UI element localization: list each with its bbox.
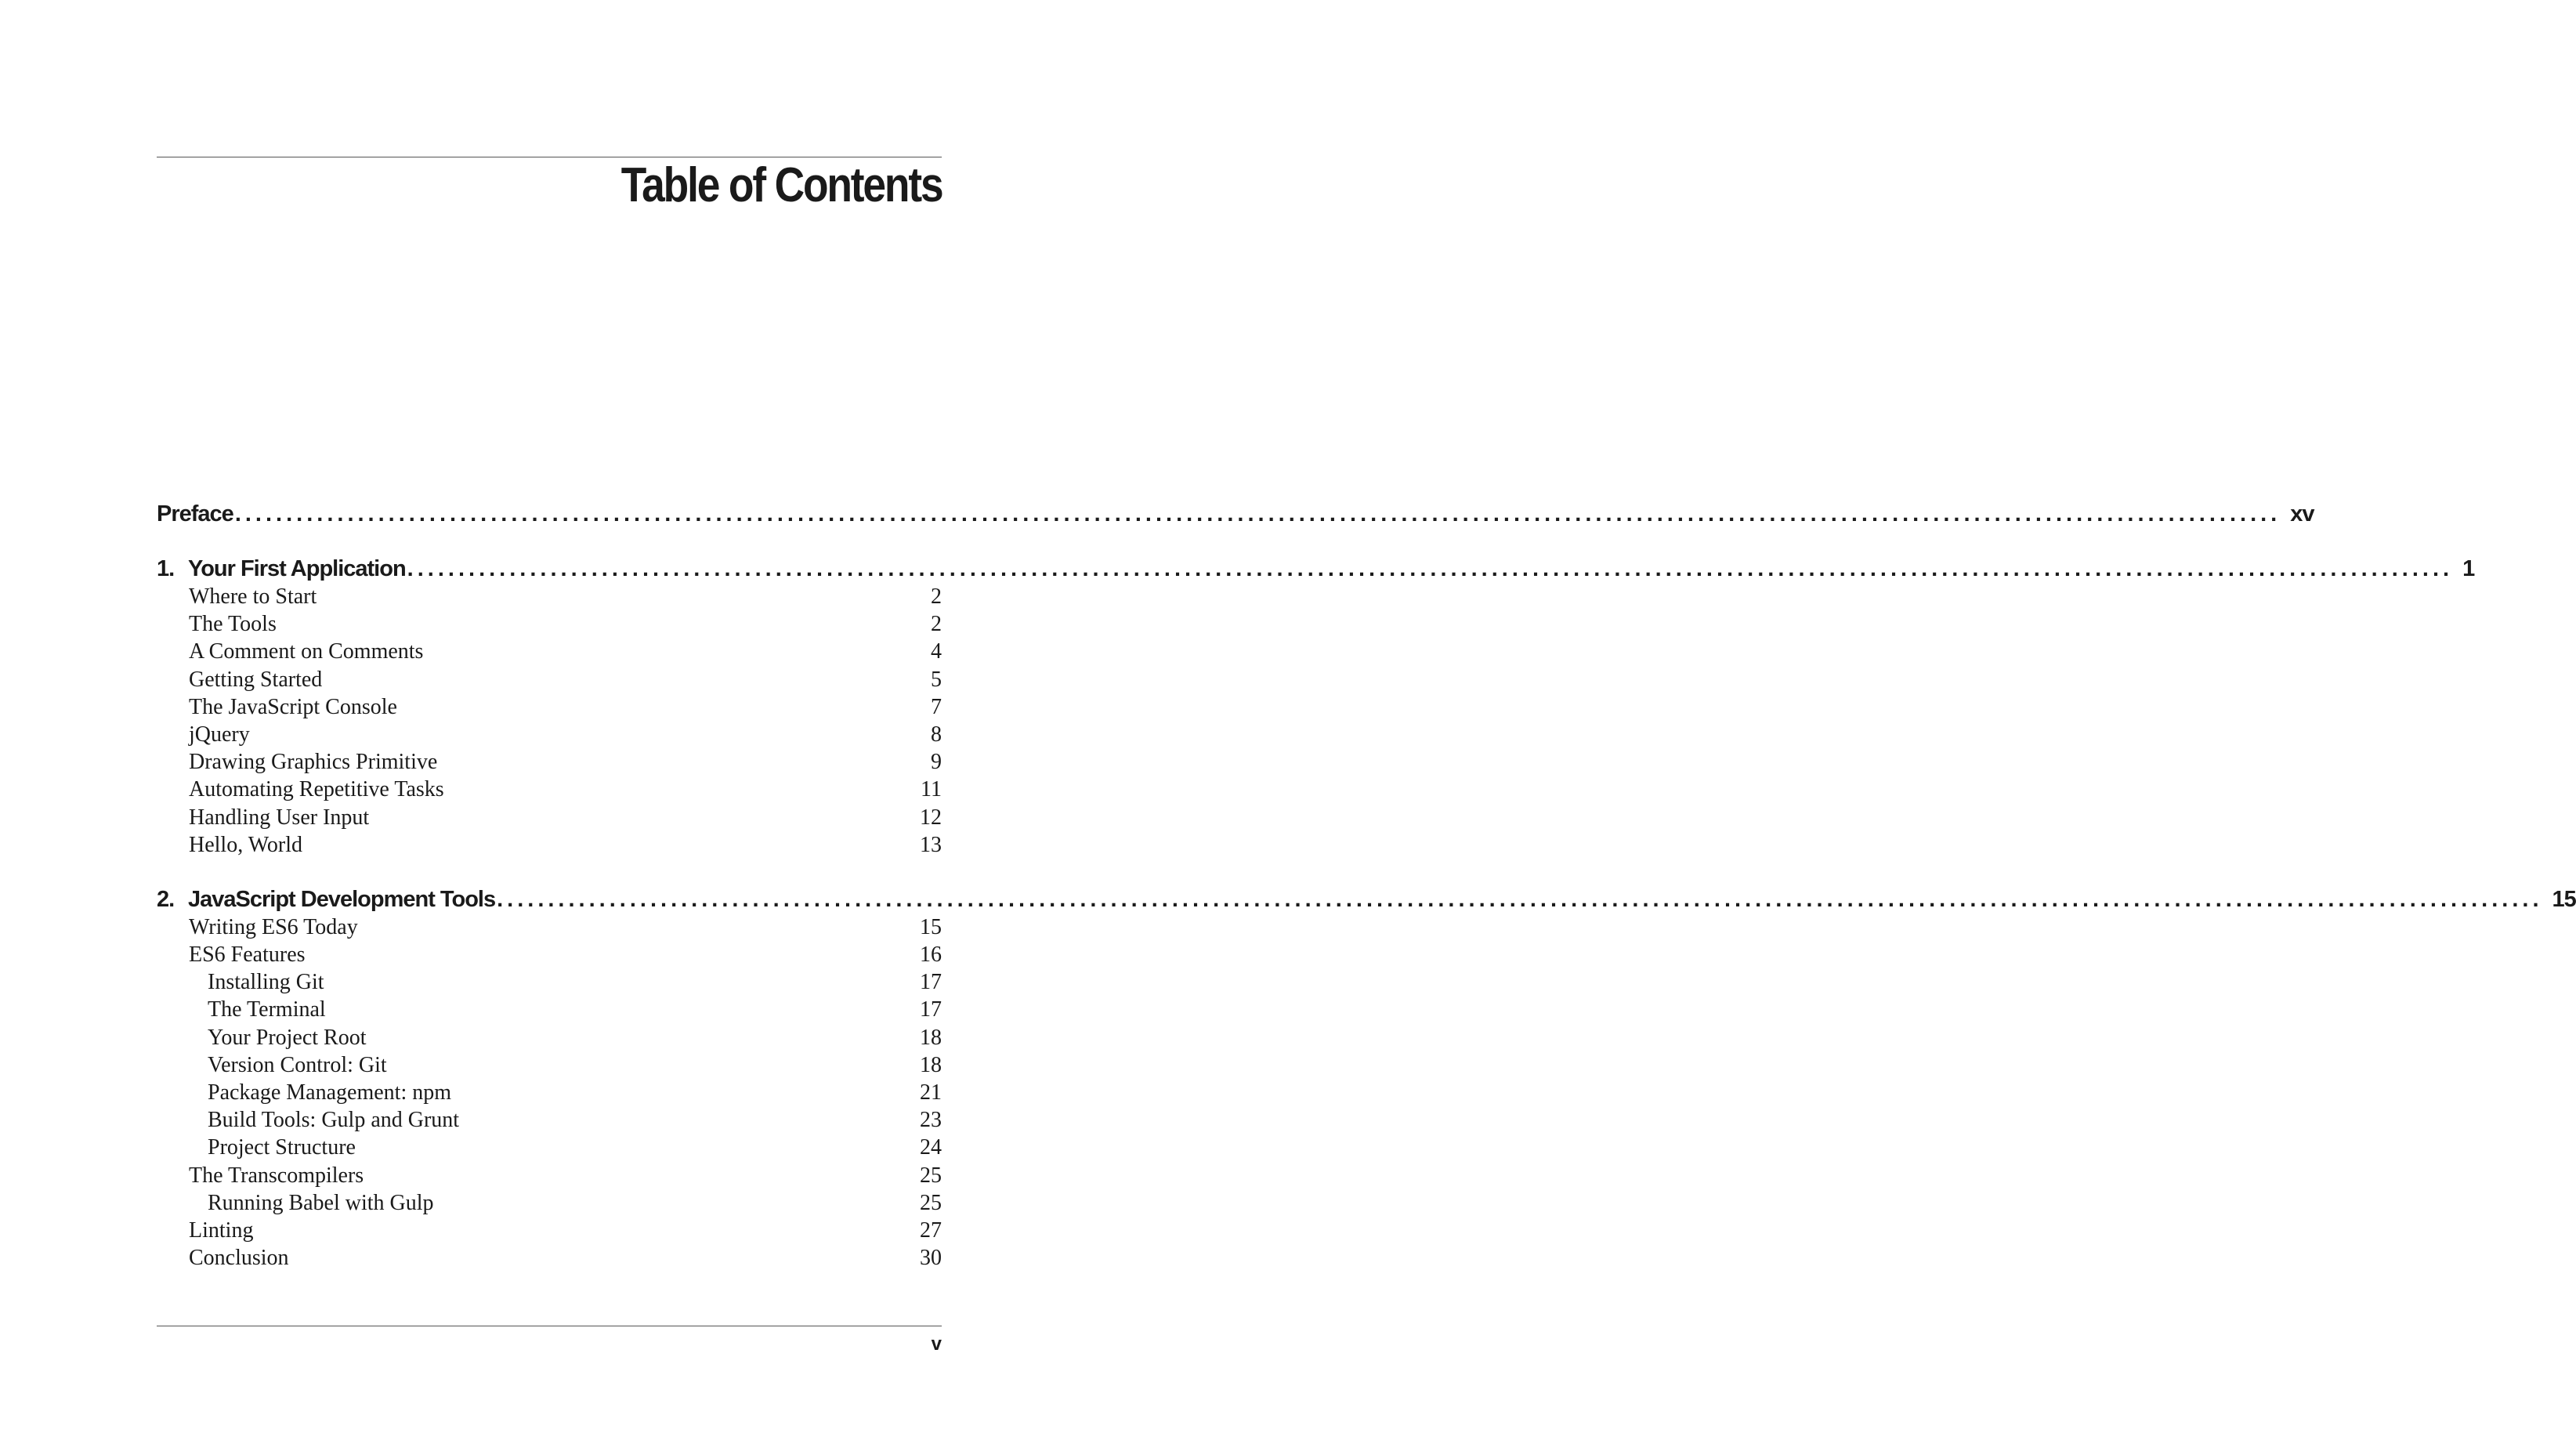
- toc-entry-title: Where to Start: [189, 584, 317, 609]
- toc-entry[interactable]: [157, 668, 942, 695]
- preface-label: Preface: [157, 501, 233, 526]
- toc-entry-page: 5: [931, 667, 942, 692]
- toc-entry[interactable]: [157, 915, 942, 943]
- toc-entry-page: 24: [920, 1135, 942, 1160]
- toc-entry[interactable]: [157, 1053, 942, 1080]
- toc-entry-title: Version Control: Git: [208, 1052, 387, 1077]
- chapter-title: Your First Application: [188, 556, 406, 581]
- toc-entry-title: A Comment on Comments: [189, 639, 424, 664]
- toc-entry-page: 30: [920, 1246, 942, 1271]
- toc-entry-page: 17: [920, 970, 942, 995]
- toc-entry-title: Conclusion: [189, 1246, 289, 1271]
- toc-entry[interactable]: [157, 584, 942, 612]
- toc-entry[interactable]: [157, 1163, 942, 1191]
- toc-entry-page: 25: [920, 1163, 942, 1188]
- toc-entry-title: The Terminal: [208, 997, 326, 1022]
- toc-entry-page: 21: [920, 1080, 942, 1105]
- toc-entry[interactable]: [157, 639, 942, 667]
- toc-entry[interactable]: [157, 943, 942, 970]
- toc-entry-title: The Transcompilers: [189, 1163, 364, 1188]
- toc-entry-title: Running Babel with Gulp: [208, 1190, 434, 1215]
- toc-entry[interactable]: [157, 1026, 942, 1053]
- chapter-block: [157, 556, 2475, 860]
- toc-entry-title: Installing Git: [208, 970, 324, 995]
- toc-entry-title: jQuery: [189, 722, 250, 747]
- toc-entry[interactable]: [157, 612, 942, 639]
- toc-entry-page: 8: [931, 722, 942, 747]
- toc-entry-page: 9: [931, 750, 942, 775]
- page-title: Table of Contents: [620, 158, 942, 212]
- toc-entry[interactable]: [157, 722, 942, 750]
- toc-entry[interactable]: [157, 695, 942, 722]
- dot-leader: ........................................................................................................................................................................................................: [234, 501, 2281, 526]
- toc-entry-page: 12: [920, 805, 942, 830]
- toc-entry-page: 11: [921, 777, 942, 802]
- toc-entry-title: Linting: [189, 1217, 254, 1243]
- toc-entry-title: Build Tools: Gulp and Grunt: [208, 1108, 460, 1133]
- toc-entry-title: Hello, World: [189, 832, 302, 857]
- toc-entry-page: 7: [931, 694, 942, 719]
- toc-entry-page: 4: [931, 639, 942, 664]
- toc-entry[interactable]: [157, 777, 942, 805]
- toc-entry-title: The JavaScript Console: [189, 694, 397, 719]
- toc-entry-title: The Tools: [189, 612, 277, 637]
- toc-entry-title: Project Structure: [208, 1135, 356, 1160]
- toc-entry-title: Drawing Graphics Primitive: [189, 750, 438, 775]
- toc-entry-title: Automating Repetitive Tasks: [189, 777, 444, 802]
- toc-entry[interactable]: [157, 1218, 942, 1246]
- toc-entry-page: 16: [920, 943, 942, 968]
- toc-entry-title: Your Project Root: [208, 1025, 367, 1050]
- toc-chapter-heading[interactable]: [157, 886, 2576, 915]
- chapter-number: 1.: [157, 556, 175, 581]
- chapter-page: 1: [2462, 556, 2475, 581]
- dot-leader: ........................................................................................................................................................................................................: [407, 556, 2454, 581]
- toc-entry-page: 13: [920, 832, 942, 857]
- toc-entry-title: ES6 Features: [189, 943, 306, 968]
- preface-page: xv: [2290, 501, 2314, 526]
- toc-entry-page: 25: [920, 1190, 942, 1215]
- toc-entry-title: Handling User Input: [189, 805, 370, 830]
- toc-entry-page: 2: [931, 584, 942, 609]
- toc-entry-title: Writing ES6 Today: [189, 914, 358, 939]
- toc-entry[interactable]: [157, 1246, 942, 1273]
- table-of-contents: [157, 501, 2576, 1273]
- toc-entry[interactable]: [157, 997, 942, 1025]
- toc-entry[interactable]: [157, 1108, 942, 1135]
- toc-entry[interactable]: [157, 805, 942, 833]
- toc-entry[interactable]: [157, 1135, 942, 1163]
- toc-entry[interactable]: [157, 970, 942, 997]
- toc-entry[interactable]: [157, 1080, 942, 1108]
- toc-entry-title: Getting Started: [189, 667, 323, 692]
- toc-entry-page: 2: [931, 612, 942, 637]
- chapter-list: [157, 556, 2576, 1273]
- chapter-title: JavaScript Development Tools: [188, 886, 496, 912]
- dot-leader: ........................................................................................................................................................................................................: [497, 886, 2543, 912]
- toc-entry-page: 23: [920, 1108, 942, 1133]
- toc-entry-page: 15: [920, 914, 942, 939]
- toc-preface[interactable]: [157, 501, 2314, 530]
- chapter-page: 15: [2552, 886, 2576, 912]
- toc-chapter-heading[interactable]: [157, 556, 2475, 584]
- toc-entry-page: 18: [920, 1025, 942, 1050]
- toc-entry-page: 18: [920, 1052, 942, 1077]
- toc-entry[interactable]: [157, 833, 942, 860]
- chapter-number: 2.: [157, 886, 175, 912]
- toc-entry[interactable]: [157, 750, 942, 777]
- toc-entry-page: 27: [920, 1217, 942, 1243]
- toc-entry[interactable]: [157, 1191, 942, 1218]
- toc-entry-page: 17: [920, 997, 942, 1022]
- chapter-block: [157, 886, 2576, 1273]
- page-folio: v: [931, 1333, 942, 1355]
- toc-entry-title: Package Management: npm: [208, 1080, 452, 1105]
